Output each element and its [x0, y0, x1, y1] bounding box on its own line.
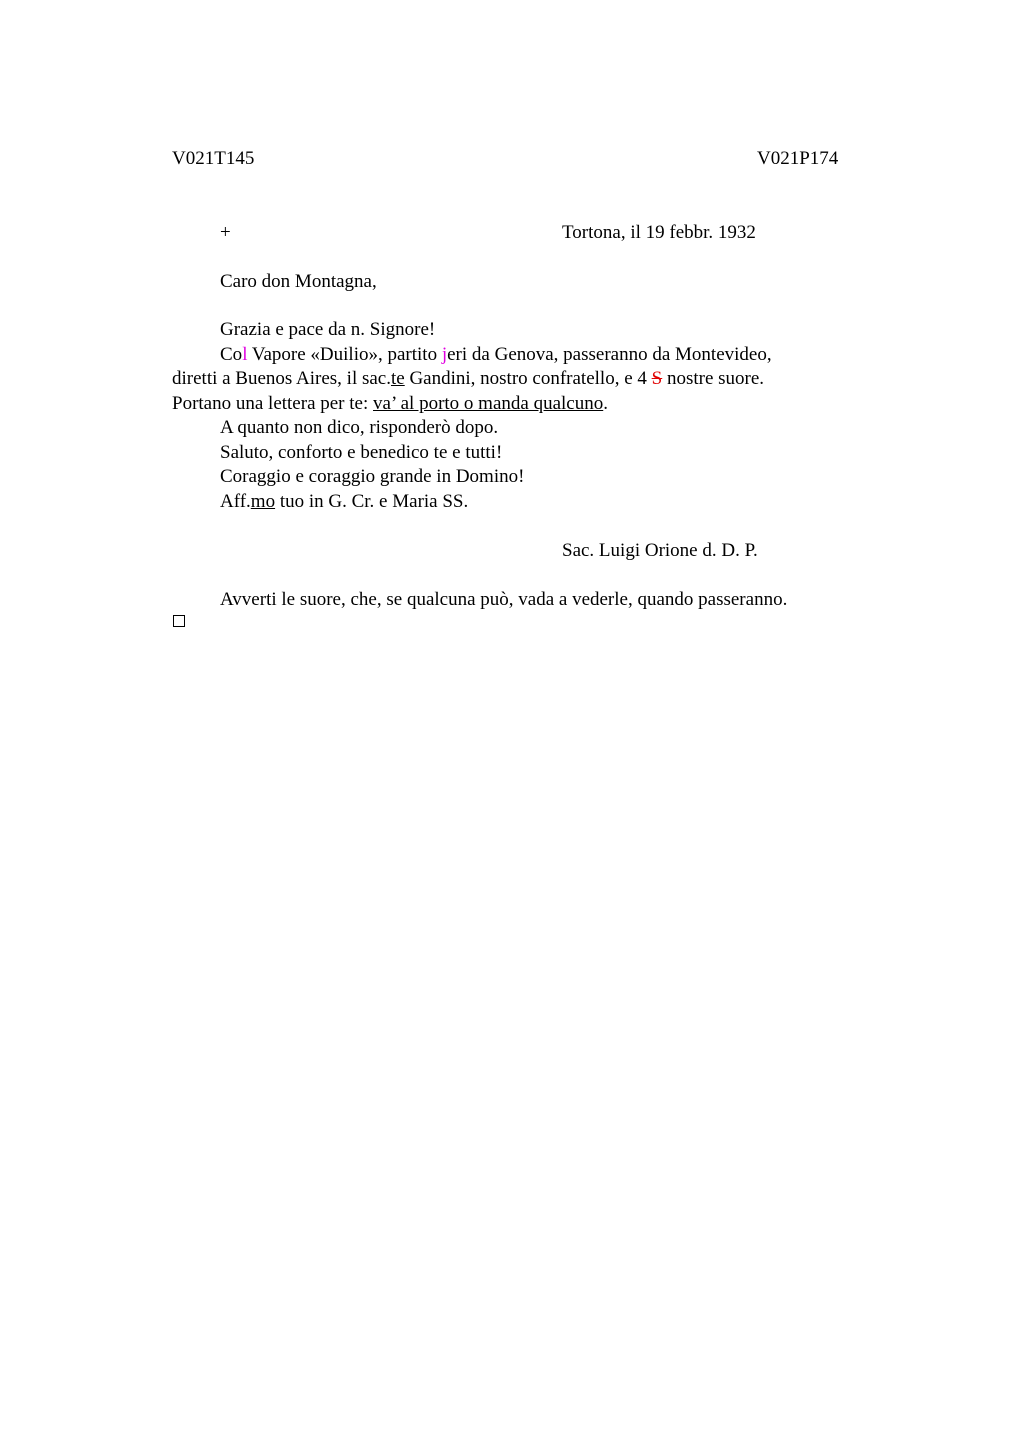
inserted-letter: j [441, 343, 448, 365]
end-square-icon [173, 615, 185, 627]
text-run: eri da Genova, passeranno da Montevideo, [447, 343, 772, 365]
place-date: Tortona, il 19 febbr. 1932 [562, 222, 756, 243]
text-run: Portano una lettera per te: [172, 392, 374, 414]
inserted-letter: l [242, 343, 248, 365]
underlined-abbreviation: mo [250, 490, 276, 512]
text-run: diretti a Buenos Aires, il sac. [172, 368, 391, 389]
underlined-abbreviation: te [390, 368, 405, 389]
paragraph-line-2 [172, 367, 852, 392]
text-run: . [603, 392, 608, 414]
text-run: Co [220, 343, 243, 365]
struck-letter: S [651, 368, 663, 389]
page-code-right: V021P174 [757, 148, 839, 169]
postscript: Avverti le suore, che, se qualcuna può, vada a vederle, quando passeranno. [220, 589, 788, 610]
paragraph-line-3 [172, 392, 852, 417]
document-code-left: V021T145 [172, 148, 255, 169]
answer-line: A quanto non dico, risponderò dopo. [220, 417, 499, 438]
signature: Sac. Luigi Orione d. D. P. [562, 540, 758, 561]
cross-mark: + [220, 222, 231, 243]
text-run: tuo in G. Cr. e Maria SS. [275, 490, 469, 512]
text-run: Gandini, nostro confratello, e 4 [404, 368, 652, 389]
letter-body [172, 318, 852, 514]
closing-line [172, 490, 852, 515]
text-run: nostre suore. [662, 368, 765, 389]
courage-line: Coraggio e coraggio grande in Domino! [220, 466, 525, 487]
text-run: Aff. [220, 490, 251, 512]
underlined-phrase: va’ al porto o manda qualcuno [373, 392, 604, 414]
text-run: Vapore «Duilio», partito [247, 343, 442, 365]
greeting-line: Grazia e pace da n. Signore! [220, 319, 436, 340]
paragraph-line-1 [172, 343, 852, 368]
greeting-blessing-line: Saluto, conforto e benedico te e tutti! [220, 441, 503, 463]
salutation: Caro don Montagna, [220, 271, 377, 292]
